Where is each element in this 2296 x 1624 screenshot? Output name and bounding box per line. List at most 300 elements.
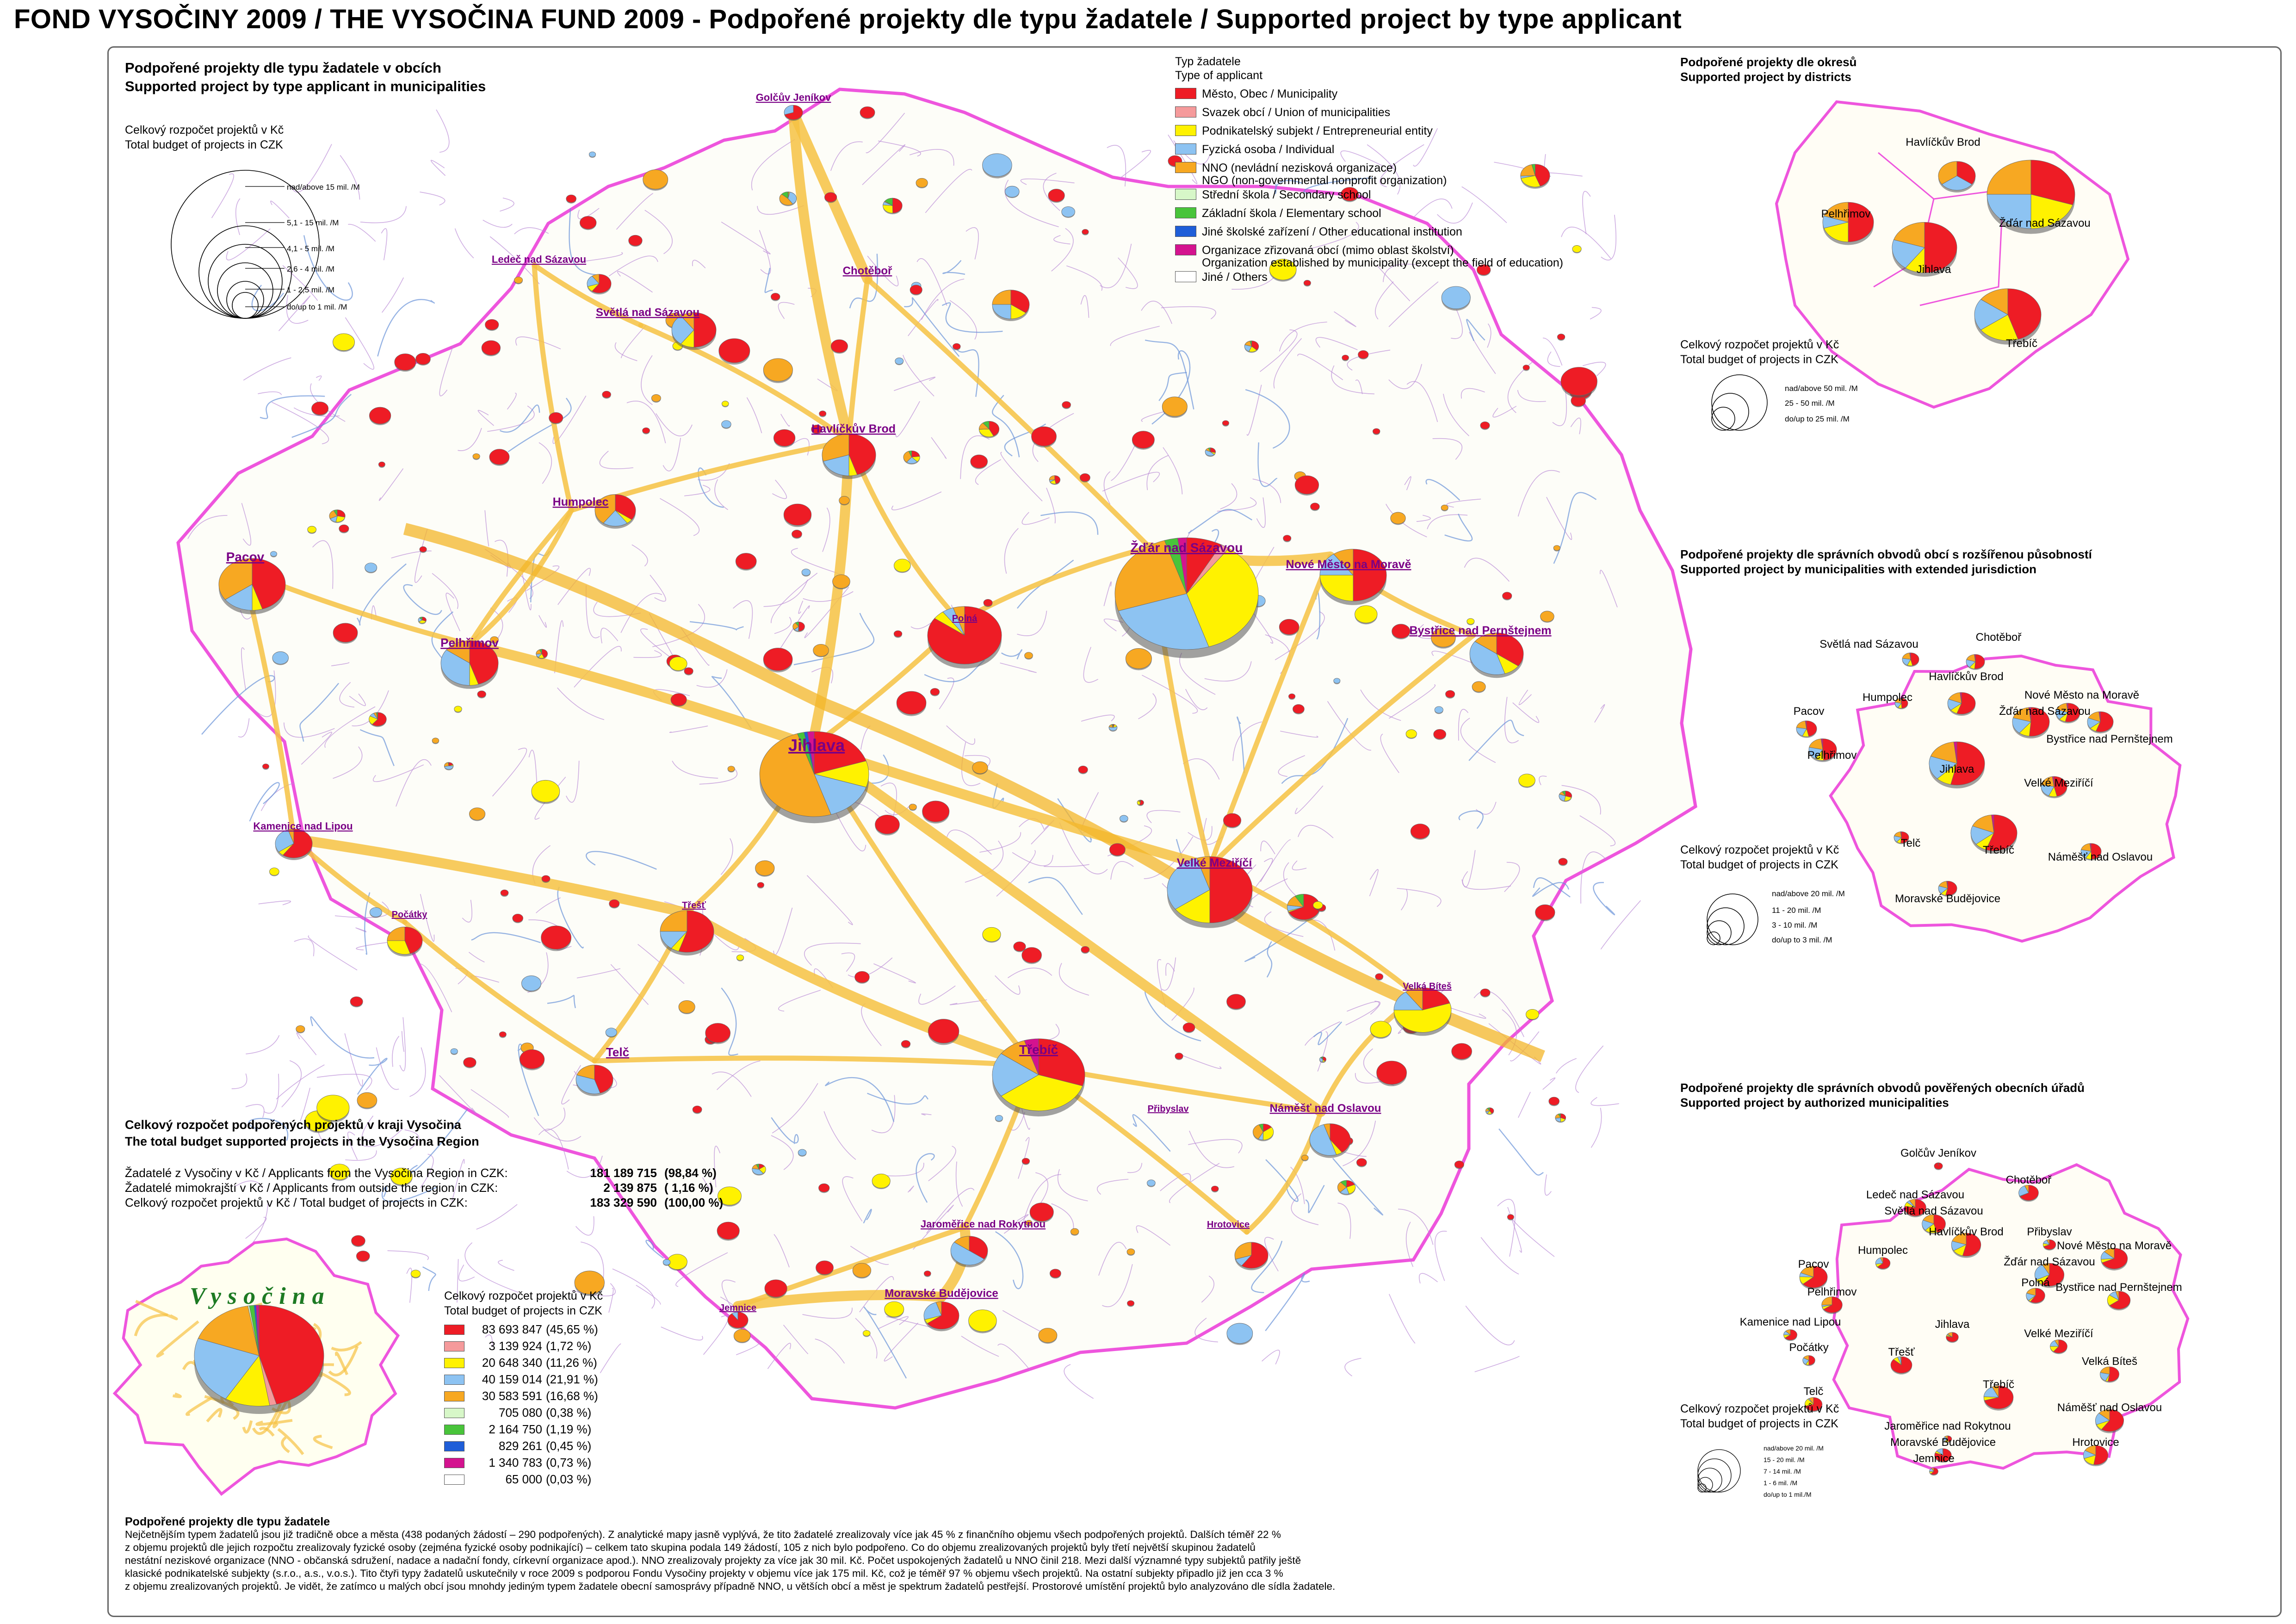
town-label: Náměšť nad Oslavou: [1269, 1102, 1381, 1115]
pie-slice: [722, 421, 731, 428]
applicant-legend-item: [1175, 207, 1381, 220]
municipality-pie: [1503, 592, 1512, 601]
pie-slice: [833, 575, 850, 589]
town-label: Jaroměřice nad Rokytnou: [920, 1218, 1046, 1230]
pie-slice: [1126, 648, 1151, 669]
pie-slice: [684, 668, 693, 675]
pie-slice: [1358, 350, 1368, 358]
town-label: Ledeč nad Sázavou: [491, 254, 587, 265]
legend-swatch: [1175, 189, 1196, 200]
orp-legend-title-cz: Celkový rozpočet projektů v Kč: [1680, 843, 1839, 856]
municipality-pie: [983, 927, 1001, 942]
municipality-pie: [780, 192, 797, 206]
municipality-pie: [420, 546, 427, 553]
pie-slice: [969, 1310, 997, 1332]
pie-slice: [679, 1000, 695, 1013]
size-class-label: nad/above 15 mil. /M: [287, 183, 360, 192]
pie-slice: [1342, 355, 1349, 360]
size-class-label: do/up to 25 mil. /M: [1785, 415, 1850, 423]
pie-slice: [451, 1048, 458, 1054]
municipality-pie: [1377, 1061, 1407, 1086]
pie-slice: [262, 764, 269, 769]
size-legend-circle: [1698, 1459, 1731, 1492]
municipality-pie: [793, 622, 805, 632]
pie-slice: [728, 766, 735, 772]
municipality-pie: [1253, 1124, 1274, 1141]
pie-slice: [1062, 206, 1075, 217]
pie-slice: [609, 899, 619, 907]
pie-slice: [924, 1271, 931, 1277]
pie-slice: [855, 971, 870, 983]
municipality-pie: [418, 617, 426, 624]
municipality-pie: [513, 914, 523, 924]
pie-slice: [271, 552, 277, 557]
budget-value: 65 000: [505, 1472, 542, 1486]
pie-slice: [1293, 705, 1304, 713]
legend-swatch: [1175, 162, 1196, 173]
municipality-pie: [499, 1032, 506, 1038]
municipality-pie: [1507, 1215, 1514, 1221]
town-label: Velká Bíteš: [1403, 981, 1452, 992]
municipality-pie: [922, 801, 949, 824]
pie-slice: [1356, 1159, 1367, 1166]
municipality-pie: [953, 343, 961, 350]
municipality-pie: [1137, 800, 1144, 806]
totals-cell: Celkový rozpočet projektů v Kč / Total budget of projects in CZK:: [125, 1196, 468, 1209]
pie-slice: [897, 691, 926, 714]
town-pie: [1310, 1124, 1350, 1158]
pie-slice: [499, 1032, 506, 1037]
pie-slice: [663, 1259, 670, 1265]
budget-percent: (45,65 %): [546, 1322, 598, 1336]
pie-slice: [1132, 431, 1154, 448]
orp-heading-cz: Podpořené projekty dle správních obvodů obcí s rozšířenou působností: [1680, 547, 2092, 561]
orp-label: Pelhřimov: [1807, 749, 1857, 762]
town-pie: [219, 558, 285, 614]
pou-pie: [1784, 1330, 1797, 1341]
main-map-heading-cz: Podpořené projekty dle typu žadatele v obcích: [125, 60, 441, 76]
municipality-pie: [1441, 505, 1448, 511]
pie-slice: [1283, 535, 1291, 541]
size-legend-circle: [1698, 1468, 1722, 1492]
municipality-pie: [369, 713, 387, 727]
municipality-pie: [663, 1259, 670, 1266]
town-pie: [576, 1065, 613, 1096]
districts-legend-title-en: Total budget of projects in CZK: [1680, 353, 1838, 366]
budget-percent: (11,26 %): [546, 1356, 597, 1370]
municipality-pie: [816, 1261, 834, 1276]
town-label: Havlíčkův Brod: [811, 422, 896, 435]
municipality-pie: [831, 340, 848, 353]
totals-cell: ( 1,16 %): [664, 1181, 713, 1195]
municipality-pie: [1080, 474, 1090, 483]
pie-slice: [1109, 843, 1125, 856]
pie-slice: [1441, 505, 1448, 510]
pie-slice: [1796, 721, 1807, 729]
municipality-pie: [1480, 422, 1490, 430]
orp-pie: [1948, 693, 1975, 716]
pie-slice: [1406, 730, 1417, 738]
town-pie: [1470, 633, 1523, 678]
pou-pie: [1930, 1468, 1938, 1476]
municipality-pie: [395, 354, 416, 372]
main-map-heading-en: Supported project by type applicant in municipalities: [125, 78, 486, 94]
applicant-legend-item: [1175, 244, 1563, 269]
pie-slice: [1446, 690, 1455, 698]
orp-label: Nové Město na Moravě: [2024, 689, 2140, 701]
municipality-pie: [1434, 729, 1446, 740]
pou-label: Jaroměřice nad Rokytnou: [1884, 1420, 2011, 1432]
pie-slice: [984, 599, 992, 606]
orp-label: Velké Meziříčí: [2024, 777, 2093, 789]
pie-slice: [771, 293, 780, 300]
pou-legend-title-en: Total budget of projects in CZK: [1680, 1417, 1838, 1430]
pou-label: Nové Město na Moravě: [2056, 1240, 2172, 1252]
town-label: Přibyslav: [1147, 1104, 1189, 1114]
pie-slice: [885, 1302, 904, 1317]
pie-slice: [983, 927, 1001, 942]
pie-slice: [489, 449, 509, 465]
legend-swatch: [444, 1458, 464, 1468]
pie-slice: [895, 358, 904, 364]
pie-slice: [606, 1028, 617, 1037]
orp-legend-title-en: Total budget of projects in CZK: [1680, 858, 1838, 871]
municipality-pie: [1406, 730, 1417, 739]
town-pie: [1115, 538, 1258, 658]
pie-slice: [1227, 994, 1246, 1009]
municipality-pie: [333, 334, 354, 352]
municipality-pie: [819, 411, 826, 417]
budget-percent: (0,45 %): [546, 1439, 592, 1453]
pie-slice: [792, 530, 802, 538]
description: [125, 1515, 1675, 1593]
orp-pie: [1966, 654, 1985, 670]
municipality-pie: [765, 1280, 787, 1298]
municipality-pie: [1032, 427, 1057, 447]
pou-label: Bystřice nad Pernštejnem: [2055, 1281, 2182, 1294]
orp-label: Telč: [1900, 837, 1921, 849]
pou-label: Světlá nad Sázavou: [1884, 1205, 1983, 1217]
municipality-pie: [1062, 206, 1075, 217]
municipality-pie: [541, 926, 571, 951]
municipality-pie: [979, 421, 999, 438]
pie-slice: [839, 496, 850, 505]
district-pie: [1974, 289, 2041, 345]
pie-slice: [1222, 421, 1229, 426]
totals-cell: Žadatelé z Vysočiny v Kč / Applicants from the Vysočina Region in CZK:: [125, 1166, 508, 1180]
municipality-pie: [1553, 545, 1560, 552]
town-pie: [728, 1312, 748, 1329]
pou-label: Kamenice nad Lipou: [1739, 1316, 1841, 1328]
region-total-pie: [194, 1305, 324, 1414]
pie-slice: [1183, 1023, 1195, 1032]
districts-heading-cz: Podpořené projekty dle okresů: [1680, 55, 1857, 69]
town-pie: [860, 107, 875, 119]
pie-slice: [514, 277, 523, 283]
municipality-pie: [1127, 1301, 1134, 1307]
pie-slice: [333, 623, 358, 642]
legend-swatch: [1175, 226, 1196, 237]
legend-label: Svazek obcí / Union of municipalities: [1202, 106, 1391, 119]
municipality-pie: [1048, 189, 1064, 203]
pie-slice: [1503, 592, 1512, 600]
pie-slice: [520, 1049, 544, 1069]
pou-label: Ledeč nad Sázavou: [1866, 1189, 1965, 1201]
municipality-pie: [763, 648, 792, 673]
districts-heading-en: Supported project by districts: [1680, 70, 1851, 84]
orp-label: Moravské Budějovice: [1894, 893, 2001, 905]
town-pie: [275, 829, 312, 860]
pie-slice: [706, 1023, 730, 1043]
description-heading: Podpořené projekty dle typu žadatele: [125, 1515, 330, 1528]
municipality-pie: [669, 657, 687, 672]
pie-slice: [1082, 229, 1089, 235]
budget-value: 40 159 014: [482, 1372, 542, 1386]
pou-pie: [1946, 1333, 1958, 1343]
municipality-pie: [728, 766, 735, 773]
pie-slice: [717, 1222, 739, 1240]
pie-slice: [860, 107, 875, 118]
town-label: Moravské Budějovice: [885, 1287, 998, 1300]
municipality-pie: [370, 907, 382, 917]
pou-label: Počátky: [1789, 1341, 1829, 1354]
legend-label: NNO (nevládní nezisková organizace) NGO (non-governmental nonprofit organization): [1202, 161, 1447, 187]
town-pie: [784, 105, 803, 121]
municipality-pie: [1358, 350, 1368, 359]
pie-slice: [1175, 1053, 1183, 1059]
pou-label: Třebíč: [1982, 1378, 2015, 1391]
pie-slice: [875, 815, 900, 834]
pie-slice: [1370, 1021, 1392, 1038]
municipality-pie: [1081, 946, 1089, 954]
municipality-pie: [365, 563, 377, 573]
pie-slice: [736, 553, 756, 570]
orp-pie: [1902, 653, 1919, 667]
pie-slice: [765, 1280, 787, 1297]
municipality-pie: [972, 762, 988, 775]
pie-slice: [1541, 611, 1554, 622]
pie-slice: [420, 546, 427, 552]
description-line: nestátní neziskové organizace (NNO - občanská sdružení, nadace a nadační fondy, církevní organizace apod.). NNO zrealizovaly projekty za více jak 30 mil. Kč. Počet uspokojených žadatelů u NNO činil 218. Mezi další významné typy subjektů patřily ještě: [125, 1555, 1301, 1566]
budget-percent: (1,19 %): [546, 1422, 592, 1436]
budget-value: 2 164 750: [489, 1422, 542, 1436]
orp-label: Bystřice nad Pernštejnem: [2046, 733, 2173, 745]
budget-row: [444, 1389, 598, 1403]
pie-slice: [589, 152, 595, 157]
pie-slice: [736, 955, 743, 961]
pie-slice: [395, 354, 416, 371]
municipality-pie: [589, 152, 595, 158]
municipality-pie: [1109, 724, 1117, 731]
legend-label: Jiné / Others: [1202, 271, 1268, 284]
municipality-pie: [357, 1092, 377, 1109]
legend-swatch: [444, 1341, 464, 1351]
legend-label: Organizace zřizovaná obcí (mimo oblast školství) Organization established by municipality (except the field of education): [1202, 244, 1563, 269]
municipality-pie: [1446, 690, 1455, 699]
legend-label: Fyzická osoba / Individual: [1202, 143, 1335, 156]
orp-label: Havlíčkův Brod: [1929, 670, 2004, 683]
municipality-pie: [378, 462, 385, 468]
pie-slice: [1039, 1328, 1057, 1343]
size-class-label: 11 - 20 mil. /M: [1772, 906, 1821, 915]
municipality-pie: [501, 890, 508, 897]
description-line: z objemu projektů dle jejich rozpočtu zrealizovaly fyzické osoby (zejména fyzické osoby podnikající) – celkem tato skupina podala 149 žádostí, 105 z nich bylo podpořeno. Co do objemu zrealizovaných projektů byly třetí největší skupinou žadatelů: [125, 1542, 1256, 1553]
pie-slice: [357, 1092, 377, 1108]
town-pie: [951, 1236, 988, 1267]
legend-label: Základní škola / Elementary school: [1202, 207, 1381, 220]
pie-slice: [521, 976, 541, 991]
pie-slice: [1127, 1301, 1134, 1306]
pie-slice: [454, 706, 462, 712]
municipality-pie: [853, 1263, 871, 1278]
pie-slice: [352, 1235, 365, 1246]
description-line: z objemu zrealizovaných projektů. Je vidět, že zatímco u malých obcí jsou mnohdy jediným typem žadatele obecní samosprávy případně NNO, u větších obcí a měst je spektrum žadatelů pestřejší. Prostorové umístění projektů bylo analyzováno dle sídla žadatele.: [125, 1581, 1336, 1592]
pou-label: Pelhřimov: [1807, 1286, 1857, 1298]
size-class-label: 25 - 50 mil. /M: [1785, 399, 1835, 408]
pie-slice: [369, 407, 390, 424]
pie-slice: [477, 691, 486, 697]
municipality-pie: [1293, 705, 1304, 714]
orp-label: Chotěboř: [1975, 631, 2022, 644]
municipality-pie: [1222, 421, 1229, 427]
pie-slice: [1373, 428, 1380, 434]
budget-row: [444, 1372, 598, 1387]
municipality-pie: [329, 510, 345, 523]
town-label: Golčův Jeníkov: [755, 92, 831, 103]
pou-heading-cz: Podpořené projekty dle správních obvodů pověřených obecních úřadů: [1680, 1081, 2085, 1095]
town-pie: [924, 1302, 959, 1331]
description-line: Nejčetnějším typem žadatelů jsou již tradičně obce a města (438 podaných žádostí – 290 podpořených). Z analytické mapy jasně vyplývá, že tito žadatelé zrealizovaly více jak 45 % z finančního objemu všech podpořených projektů. Dalších téměř 22 %: [125, 1529, 1281, 1540]
pie-slice: [1032, 427, 1057, 446]
size-class-label: 3 - 10 mil. /M: [1772, 921, 1818, 930]
pie-slice: [365, 563, 377, 572]
budget-value: 829 261: [499, 1439, 542, 1453]
budget-value: 30 583 591: [482, 1389, 542, 1403]
pie-slice: [1311, 503, 1320, 510]
pie-slice: [370, 907, 382, 917]
municipality-pie: [1572, 245, 1581, 253]
legend-swatch: [1175, 271, 1196, 282]
legend-swatch: [1175, 143, 1196, 155]
municipality-pie: [464, 1057, 476, 1068]
totals-row: [125, 1196, 723, 1210]
pie-slice: [651, 395, 661, 402]
size-legend-circle: [1698, 1450, 1740, 1492]
town-pie: [387, 927, 422, 956]
municipality-pie: [736, 553, 756, 571]
orp-label: Pacov: [1793, 705, 1825, 718]
municipality-pie: [1227, 1323, 1253, 1345]
pou-label: Jihlava: [1935, 1318, 1970, 1331]
municipality-pie: [333, 623, 358, 644]
municipality-pie: [1283, 535, 1291, 542]
district-label: Pelhřimov: [1821, 208, 1871, 220]
pie-slice: [1279, 619, 1299, 634]
applicant-legend-title-cz: Typ žadatele: [1175, 55, 1241, 68]
pou-label: Chotěboř: [2005, 1174, 2052, 1186]
legend-swatch: [444, 1325, 464, 1335]
pie-slice: [1472, 682, 1485, 692]
town-pie: [1320, 549, 1386, 605]
municipality-pie: [855, 971, 870, 984]
district-pie: [1938, 161, 1975, 192]
totals-row: [125, 1166, 717, 1180]
municipality-pie: [350, 997, 363, 1007]
budget-row: [444, 1322, 598, 1337]
applicant-legend-title-en: Type of applicant: [1175, 69, 1263, 82]
pie-slice: [1535, 905, 1555, 920]
pou-pie: [1803, 1356, 1815, 1366]
municipality-pie: [774, 429, 795, 447]
pie-slice: [602, 391, 611, 398]
municipality-pie: [752, 1164, 766, 1176]
pou-label: Havlíčkův Brod: [1929, 1226, 2004, 1238]
municipality-pie: [1435, 707, 1443, 714]
municipality-pie: [1050, 1269, 1061, 1279]
pie-slice: [1392, 624, 1410, 638]
size-legend-circle: [1712, 407, 1735, 430]
pie-slice: [784, 504, 811, 525]
size-legend-circle: [1712, 375, 1767, 430]
municipality-pie: [755, 861, 774, 877]
pie-slice: [1377, 1061, 1407, 1085]
pie-slice: [269, 868, 279, 875]
town-label: Pacov: [226, 550, 265, 564]
pie-slice: [1301, 1155, 1308, 1160]
municipality-pie: [883, 198, 903, 214]
pie-slice: [566, 195, 576, 203]
page-title: FOND VYSOČINY 2009 / THE VYSOČINA FUND 2009 - Podpořené projekty dle typu žadatele / Supported project by type applicant: [14, 4, 1682, 34]
size-class-label: 15 - 20 mil. /M: [1764, 1456, 1805, 1463]
municipality-pie: [757, 882, 764, 888]
municipality-pie: [1132, 431, 1154, 450]
town-label: Polná: [952, 614, 978, 624]
municipality-pie: [1295, 476, 1318, 496]
totals-heading-en: The total budget supported projects in the Vysočina Region: [125, 1134, 479, 1148]
pie-slice: [541, 926, 571, 949]
pie-slice: [643, 428, 650, 433]
municipality-pie: [995, 1115, 1003, 1122]
legend-swatch: [1175, 244, 1196, 255]
municipality-pie: [629, 235, 642, 247]
municipality-pie: [875, 815, 900, 835]
town-pie: [822, 434, 876, 479]
municipality-pie: [1454, 1161, 1464, 1169]
pie-slice: [1526, 1009, 1539, 1019]
orp-label: Náměšť nad Oslavou: [2048, 851, 2153, 863]
orp-label: Třebíč: [1982, 844, 2015, 856]
municipality-pie: [1319, 1057, 1326, 1063]
pie-slice: [693, 1106, 702, 1113]
pie-slice: [1480, 422, 1490, 429]
budget-value: 705 080: [499, 1406, 542, 1419]
pie-slice: [894, 631, 902, 637]
municipality-pie: [308, 526, 316, 534]
pie-slice: [482, 341, 500, 355]
size-class-label: do/up to 1 mil. /M: [287, 303, 347, 311]
orp-heading-en: Supported project by municipalities with extended jurisdiction: [1680, 562, 2036, 576]
pie-slice: [1553, 545, 1560, 551]
size-class-label: do/up to 1 mil./M: [1764, 1491, 1812, 1498]
municipality-pie: [514, 277, 523, 284]
totals-cell: 183 329 590: [590, 1196, 657, 1209]
legend-swatch: [444, 1391, 464, 1401]
pie-slice: [473, 453, 480, 459]
pie-slice: [669, 657, 687, 671]
municipality-pie: [924, 1271, 931, 1277]
municipality-pie: [833, 575, 850, 589]
municipality-pie: [1521, 164, 1550, 189]
